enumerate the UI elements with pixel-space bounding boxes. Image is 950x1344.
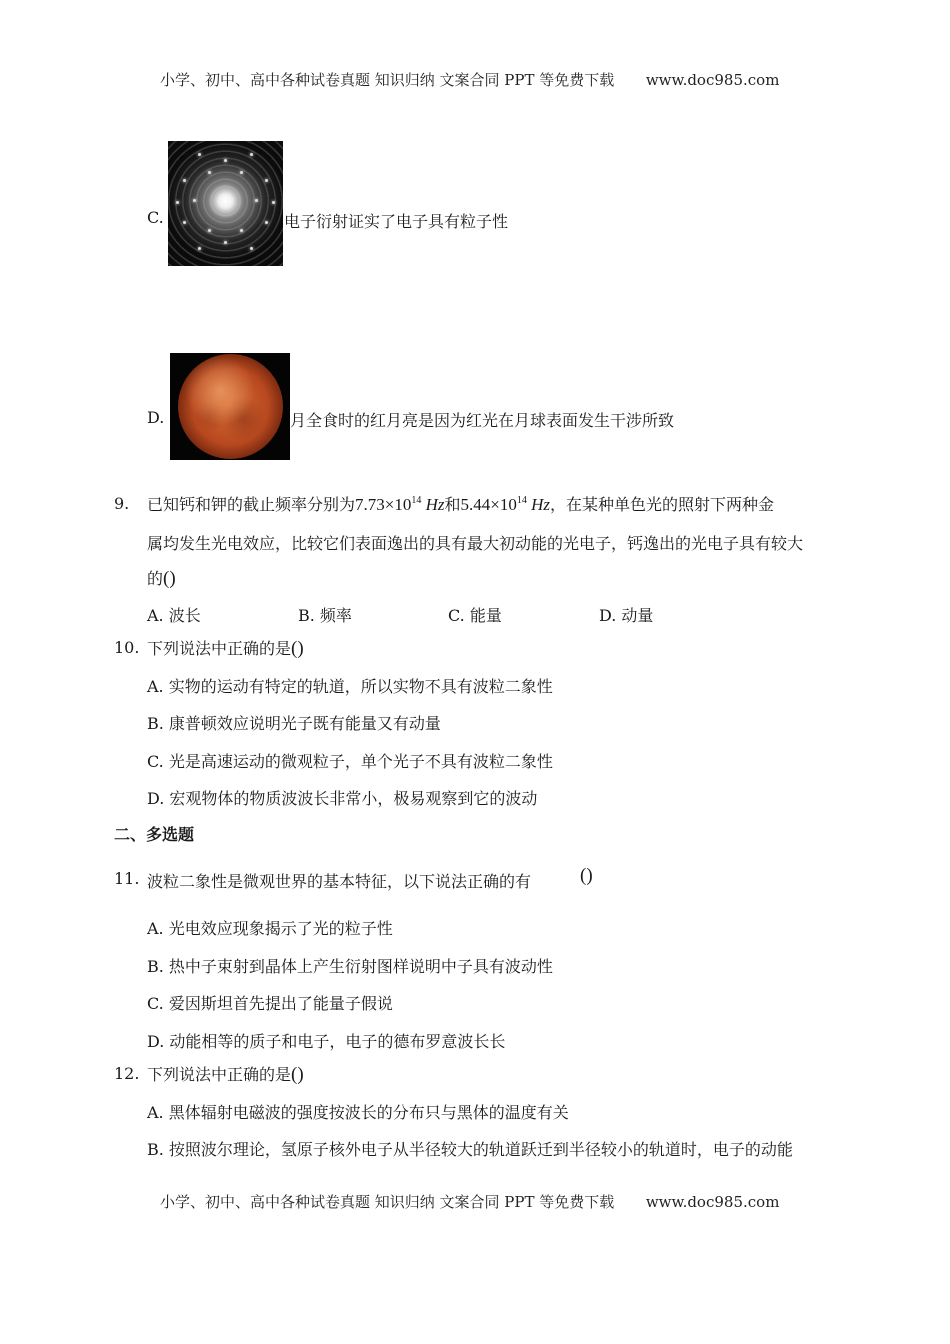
q9-exp: 14 <box>411 495 422 506</box>
q10-option-c[interactable]: C. 光是高速运动的微观粒子，单个光子不具有波粒二象性 <box>147 752 553 771</box>
footer-text: 小学、初中、高中各种试卷真题 知识归纳 文案合同 PPT 等免费下载 <box>160 1193 615 1211</box>
q9-line3 <box>147 566 176 590</box>
moon-disc <box>178 354 283 459</box>
header-url[interactable]: www.doc985.com <box>645 71 780 89</box>
q9-unit: Hz <box>425 495 445 514</box>
q9-unit-2: Hz <box>531 495 551 514</box>
q10-option-a[interactable]: A. 实物的运动有特定的轨道，所以实物不具有波粒二象性 <box>147 677 553 696</box>
q9-and: 和 <box>444 495 461 514</box>
page-header <box>160 69 779 90</box>
q12-answer-paren: () <box>291 1064 304 1085</box>
q11-option-b[interactable]: B. 热中子束射到晶体上产生衍射图样说明中子具有波动性 <box>147 957 553 976</box>
electron-diffraction-image <box>168 141 283 266</box>
q9-val2: 5.44 <box>460 495 491 514</box>
q9-line1 <box>147 492 774 515</box>
q10-stem <box>147 636 304 660</box>
red-moon-image <box>170 353 290 460</box>
q8-option-c-label: C. <box>147 208 164 227</box>
q10-stem-text: 下列说法中正确的是 <box>147 639 292 658</box>
q9-stem-a: 已知钙和钾的截止频率分别为 <box>147 495 356 514</box>
q9-answer-paren: () <box>163 568 176 589</box>
q9-option-b[interactable]: B. 频率 <box>298 606 352 625</box>
q9-stem-b: ，在某种单色光的照射下两种金 <box>550 495 775 514</box>
q8-option-d-label: D. <box>147 408 165 427</box>
q9-base: 10 <box>394 495 412 514</box>
q8-option-d-text: 月全食时的红月亮是因为红光在月球表面发生干涉所致 <box>290 411 675 430</box>
q9-times-2: × <box>490 495 500 514</box>
q12-stem <box>147 1062 304 1086</box>
q12-number: 12. <box>114 1064 140 1083</box>
q9-base-2: 10 <box>499 495 517 514</box>
q9-exp-2: 14 <box>516 495 527 506</box>
q9-line2: 属均发生光电效应，比较它们表面逸出的具有最大初动能的光电子，钙逸出的光电子具有较大 <box>147 534 804 553</box>
q9-option-d[interactable]: D. 动量 <box>599 606 654 625</box>
q9-option-a[interactable]: A. 波长 <box>147 606 201 625</box>
q10-option-d[interactable]: D. 宏观物体的物质波波长非常小，极易观察到它的波动 <box>147 789 538 808</box>
q12-option-b[interactable]: B. 按照波尔理论，氢原子核外电子从半径较大的轨道跃迁到半径较小的轨道时，电子的动能 <box>147 1140 793 1159</box>
section-title: 二、多选题 <box>114 825 195 844</box>
q11-stem: 波粒二象性是微观世界的基本特征，以下说法正确的有 <box>147 872 532 891</box>
q9-val1: 7.73 <box>355 495 385 514</box>
q10-number: 10. <box>114 638 140 657</box>
q12-stem-text: 下列说法中正确的是 <box>147 1065 292 1084</box>
q12-option-a[interactable]: A. 黑体辐射电磁波的强度按波长的分布只与黑体的温度有关 <box>147 1103 569 1122</box>
q9-number: 9. <box>114 494 130 513</box>
q11-option-d[interactable]: D. 动能相等的质子和电子，电子的德布罗意波长长 <box>147 1032 506 1051</box>
q11-number: 11. <box>114 869 140 888</box>
q9-times: × <box>384 495 395 514</box>
q9-frequency-k <box>461 495 551 514</box>
q9-option-c[interactable]: C. 能量 <box>448 606 502 625</box>
q8-option-c-text: 电子衍射证实了电子具有粒子性 <box>284 212 509 231</box>
q11-answer-paren: () <box>580 865 593 886</box>
q9-frequency-ca <box>355 495 445 514</box>
q11-option-a[interactable]: A. 光电效应现象揭示了光的粒子性 <box>147 919 393 938</box>
q11-option-c[interactable]: C. 爱因斯坦首先提出了能量子假说 <box>147 994 393 1013</box>
q9-line3-text: 的 <box>147 569 164 588</box>
footer-url[interactable]: www.doc985.com <box>645 1193 780 1211</box>
q10-answer-paren: () <box>291 638 304 659</box>
header-text: 小学、初中、高中各种试卷真题 知识归纳 文案合同 PPT 等免费下载 <box>160 71 615 89</box>
page-footer <box>160 1191 779 1212</box>
q10-option-b[interactable]: B. 康普顿效应说明光子既有能量又有动量 <box>147 714 441 733</box>
